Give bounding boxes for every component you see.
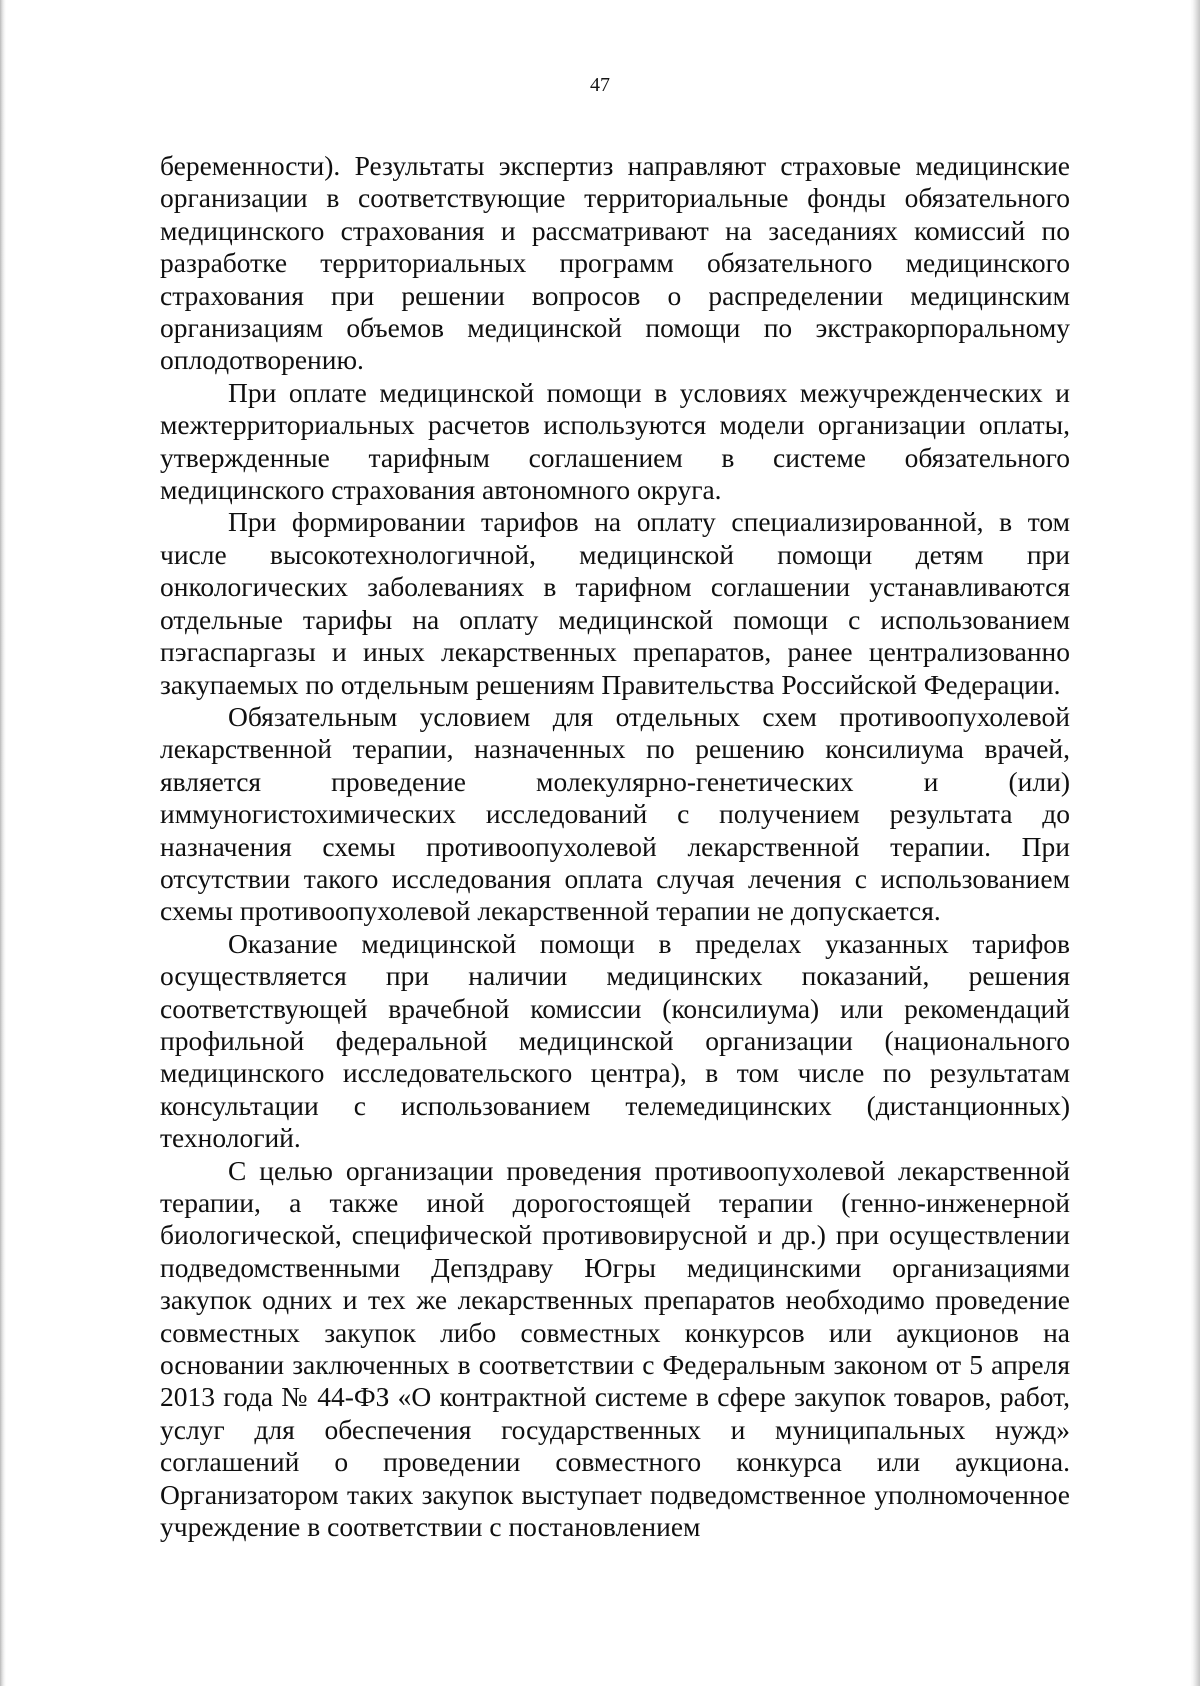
paragraph-4: Обязательным условием для отдельных схем противоопухолевой лекарственной терапии, назначенных по решению консилиума врачей, является проведение молекулярно-генетических и (или) иммуногистохимических исследований с получением результата до назначения схемы противоопухолевой лекарственной терапии. При отсутствии такого исследования оплата случая лечения с использованием схемы противоопухолевой лекарственной терапии не допускается. [160, 700, 1070, 927]
paragraph-6: С целью организации проведения противоопухолевой лекарственной терапии, а также иной дорогостоящей терапии (генно-инженерной биологической, специфической противовирусной и др.) при осуществлении подведомственными Депздраву Югры медицинскими организациями закупок одних и тех же лекарственных препаратов необходимо проведение совместных закупок либо совместных конкурсов или аукционов на основании заключенных в соответствии с Федеральным законом от 5 апреля 2013 года № 44-ФЗ «О контрактной системе в сфере закупок товаров, работ, услуг для обеспечения государственных и муниципальных нужд» соглашений о проведении совместного конкурса или аукциона. Организатором таких закупок выступает подведомственное уполномоченное учреждение в соответствии с постановлением [160, 1154, 1070, 1543]
paragraph-2: При оплате медицинской помощи в условиях межучрежденческих и межтерриториальных расчетов используются модели организации оплаты, утвержденные тарифным соглашением в системе обязательного медицинского страхования автономного округа. [160, 376, 1070, 506]
document-body [160, 150, 1070, 1543]
paragraph-1: беременности). Результаты экспертиз направляют страховые медицинские организации в соответствующие территориальные фонды обязательного медицинского страхования и рассматривают на заседаниях комиссий по разработке территориальных программ обязательного медицинского страхования при решении вопросов о распределении медицинским организациям объемов медицинской помощи по экстракорпоральному оплодотворению. [160, 150, 1070, 376]
paragraph-5: Оказание медицинской помощи в пределах указанных тарифов осуществляется при наличии медицинских показаний, решения соответствующей врачебной комиссии (консилиума) или рекомендаций профильной федеральной медицинской организации (национального медицинского исследовательского центра), в том числе по результатам консультации с использованием телемедицинских (дистанционных) технологий. [160, 927, 1070, 1154]
page-number: 47 [590, 74, 610, 96]
paragraph-3: При формировании тарифов на оплату специализированной, в том числе высокотехнологичной, медицинской помощи детям при онкологических заболеваниях в тарифном соглашении устанавливаются отдельные тарифы на оплату медицинской помощи с использованием пэгаспаргазы и иных лекарственных препаратов, ранее централизованно закупаемых по отдельным решениям Правительства Российской Федерации. [160, 506, 1070, 700]
scan-edge-right [1190, 0, 1200, 1686]
scan-edge-left [0, 0, 6, 1686]
